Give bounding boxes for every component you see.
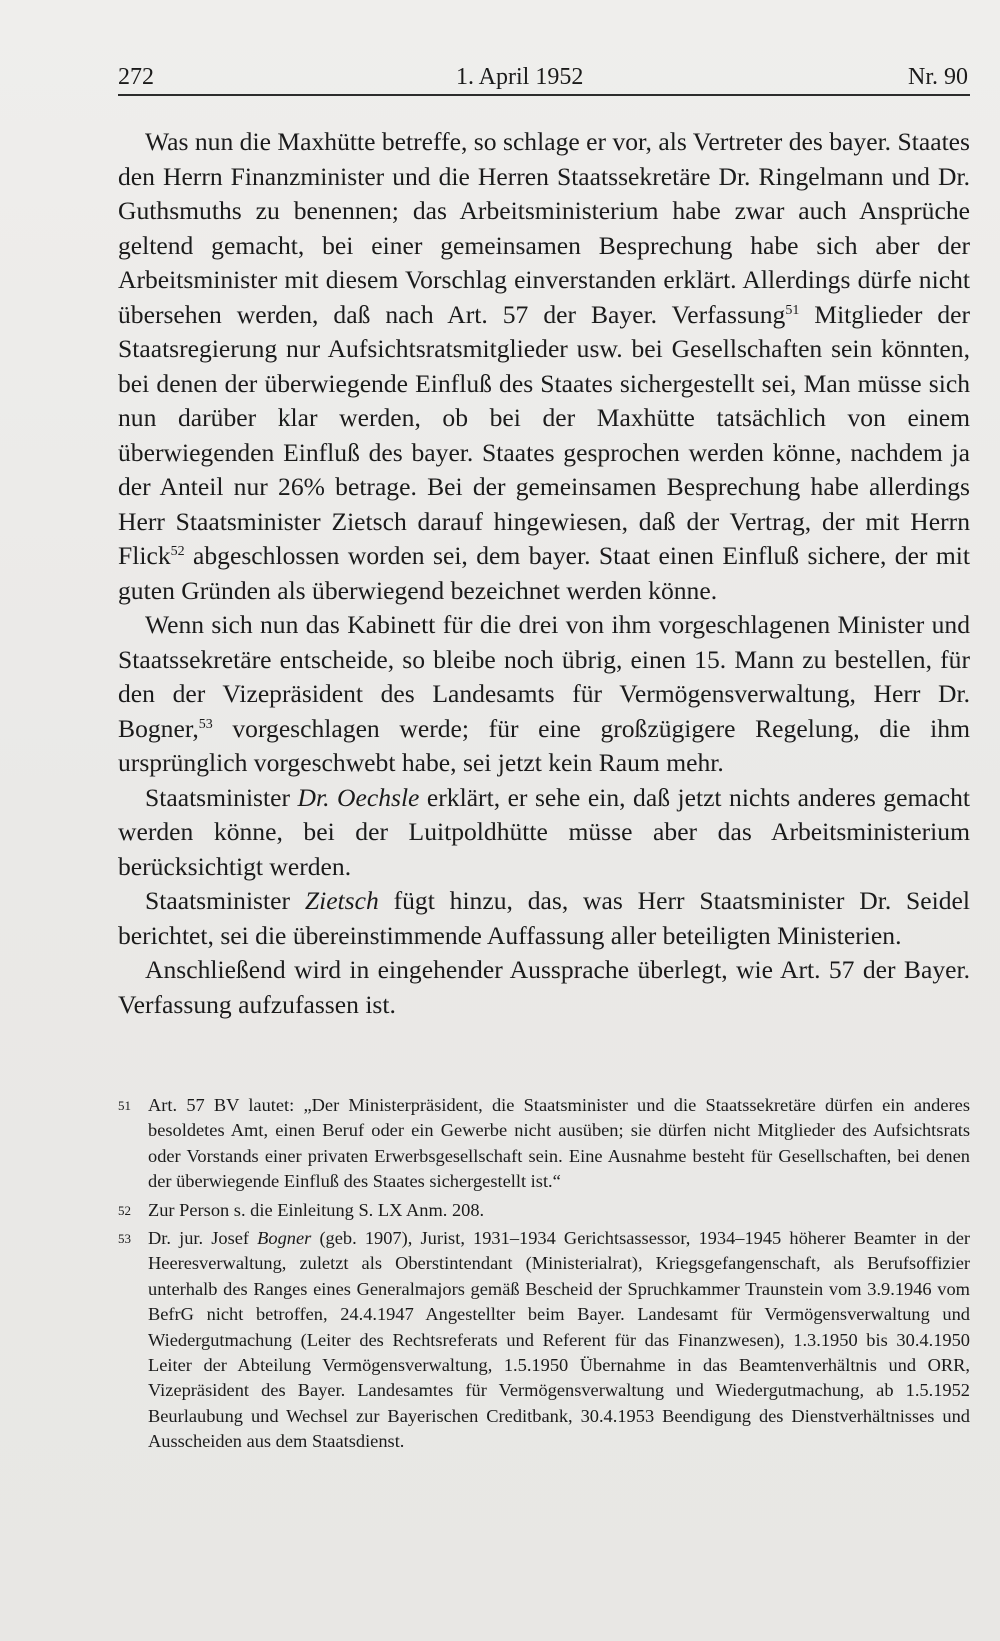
footnote-number: 51 xyxy=(118,1098,131,1113)
paragraph-3-text-a: Staatsminister xyxy=(145,782,298,812)
paragraph-5: Anschließend wird in eingehender Aussprache überlegt, wie Art. 57 der Bayer. Verfassung aufzufassen ist. xyxy=(118,955,970,1019)
footnote-ref-51: 51 xyxy=(785,302,800,318)
footnote-text-pre: Dr. jur. Josef xyxy=(148,1228,258,1249)
running-header xyxy=(118,52,970,92)
main-text xyxy=(118,125,970,1022)
footnote-number: 53 xyxy=(118,1231,131,1247)
paragraph-1 xyxy=(118,125,970,608)
footnote-text: (geb. 1907), Jurist, 1931–1934 Gerichtsassessor, 1934–1945 höherer Beamter in der Heeresverwaltung, zuletzt als Oberstintendant (Ministerialrat), Kriegsgefangenschaft, als Berufsoffizier unterhalb des Ranges eines Generalmajors gemäß Bescheid der Spruchkammer Traunstein vom 3.9.1946 vom BefrG nicht betroffen, 24.4.1947 Angestellter beim Bayer. Landesamt für Vermögensverwaltung und Wiedergutmachung (Leiter des Rechtsreferats und Referent für das Finanzwesen), 1.3.1950 bis 30.4.1950 Leiter der Abteilung Vermögensverwaltung, 1.5.1950 Übernahme in das Beamtenverhältnis und ORR, Vizepräsident des Bayer. Landesamtes für Vermögensverwaltung und Wiedergutmachung, ab 1.5.1952 Beurlaubung und Wechsel zur Bayerischen Creditbank, 30.4.1953 Beendigung des Dienstverhältnisses und Ausscheiden aus dem Staatsdienst. xyxy=(148,1228,970,1452)
paragraph-2-text-b: vorgeschlagen werde; für eine großzügigere Regelung, die ihm ursprünglich vorgeschwebt habe, sei jetzt kein Raum mehr. xyxy=(118,713,970,777)
paragraph-2 xyxy=(118,608,970,781)
footnote-text: Zur Person s. die Einleitung S. LX Anm. 208. xyxy=(148,1199,485,1220)
paragraph-2-text-a: Wenn sich nun das Kabinett für die drei von ihm vorgeschlagenen Minister und Staatssekretäre entscheide, so bleibe noch übrig, einen 15. Mann zu bestellen, für den der Vizepräsident des Landesamts für Vermögensverwaltung, Herr Dr. Bogner, xyxy=(118,610,970,743)
header-issue-number: Nr. 90 xyxy=(908,64,968,90)
person-name-bogner: Bogner xyxy=(257,1228,312,1249)
footnote-51 xyxy=(118,1093,970,1195)
footnote-53 xyxy=(118,1226,970,1455)
footnotes xyxy=(118,1093,970,1458)
paragraph-1-text-a: Was nun die Maxhütte betreffe, so schlage er vor, als Vertreter des bayer. Staates den Herrn Finanzminister und die Herren Staatssekretäre Dr. Ringelmann und Dr. Guthsmuths zu benennen; das Arbeitsministerium habe zwar auch Ansprüche geltend gemacht, bei einer gemeinsamen Besprechung habe sich aber der Arbeitsminister mit diesem Vorschlag einverstanden erklärt. Allerdings dürfe nicht übersehen werden, daß nach Art. 57 der Bayer. Verfassung xyxy=(118,127,970,329)
paragraph-3 xyxy=(118,781,970,885)
footnote-ref-52: 52 xyxy=(170,544,185,559)
paragraph-1-text-c: abgeschlossen worden sei, dem bayer. Staat einen Einfluß sichere, der mit guten Gründen als überwiegend bezeichnet werden könne. xyxy=(118,541,970,605)
paragraph-4-text-a: Staatsminister xyxy=(145,886,305,915)
footnote-number: 52 xyxy=(118,1202,131,1218)
speaker-name-oechsle: Dr. Oechsle xyxy=(297,782,420,812)
header-rule xyxy=(118,94,970,96)
paragraph-4 xyxy=(118,884,970,953)
speaker-name-zietsch: Zietsch xyxy=(304,886,379,915)
paragraph-4-text-b: fügt hinzu, das, was Herr Staatsminister Dr. Seidel berichtet, sei die übereinstimmende Auffassung aller beteiligten Ministerien. xyxy=(118,886,971,950)
footnote-52 xyxy=(118,1198,970,1223)
footnote-text: Art. 57 BV lautet: „Der Ministerpräsident, die Staatsminister und die Staatssekretäre dürfen ein anderes besoldetes Amt, einen Beruf oder ein Gewerbe nicht ausüben; sie dürfen nicht Mitglieder des Aufsichtsrats oder Vorstands einer privaten Erwerbsgesellschaft sein. Eine Ausnahme besteht für Gesellschaften, bei denen der überwiegende Einfluß des Staates sichergestellt ist.“ xyxy=(148,1095,970,1192)
page-number: 272 xyxy=(118,64,154,90)
paragraph-1-text-b: Mitglieder der Staatsregierung nur Aufsichtsratsmitglieder usw. bei Gesellschaften sein könnten, bei denen der überwiegende Einfluß des Staates sichergestellt sei, Man müsse sich nun darüber klar werden, ob bei der Maxhütte tatsächlich von einem überwiegenden Einfluß des bayer. Staates gesprochen werden könne, nachdem ja der Anteil nur 26% betrage. Bei der gemeinsamen Besprechung habe allerdings Herr Staatsminister Zietsch darauf hingewiesen, daß der Vertrag, der mit Herrn Flick xyxy=(118,299,971,570)
footnote-ref-53: 53 xyxy=(198,716,213,732)
header-date: 1. April 1952 xyxy=(456,64,584,90)
paragraph-3-text-b: erklärt, er sehe ein, daß jetzt nichts anderes gemacht werden könne, bei der Luitpoldhütte müsse aber das Arbeitsministerium berücksichtigt werden. xyxy=(118,782,970,881)
